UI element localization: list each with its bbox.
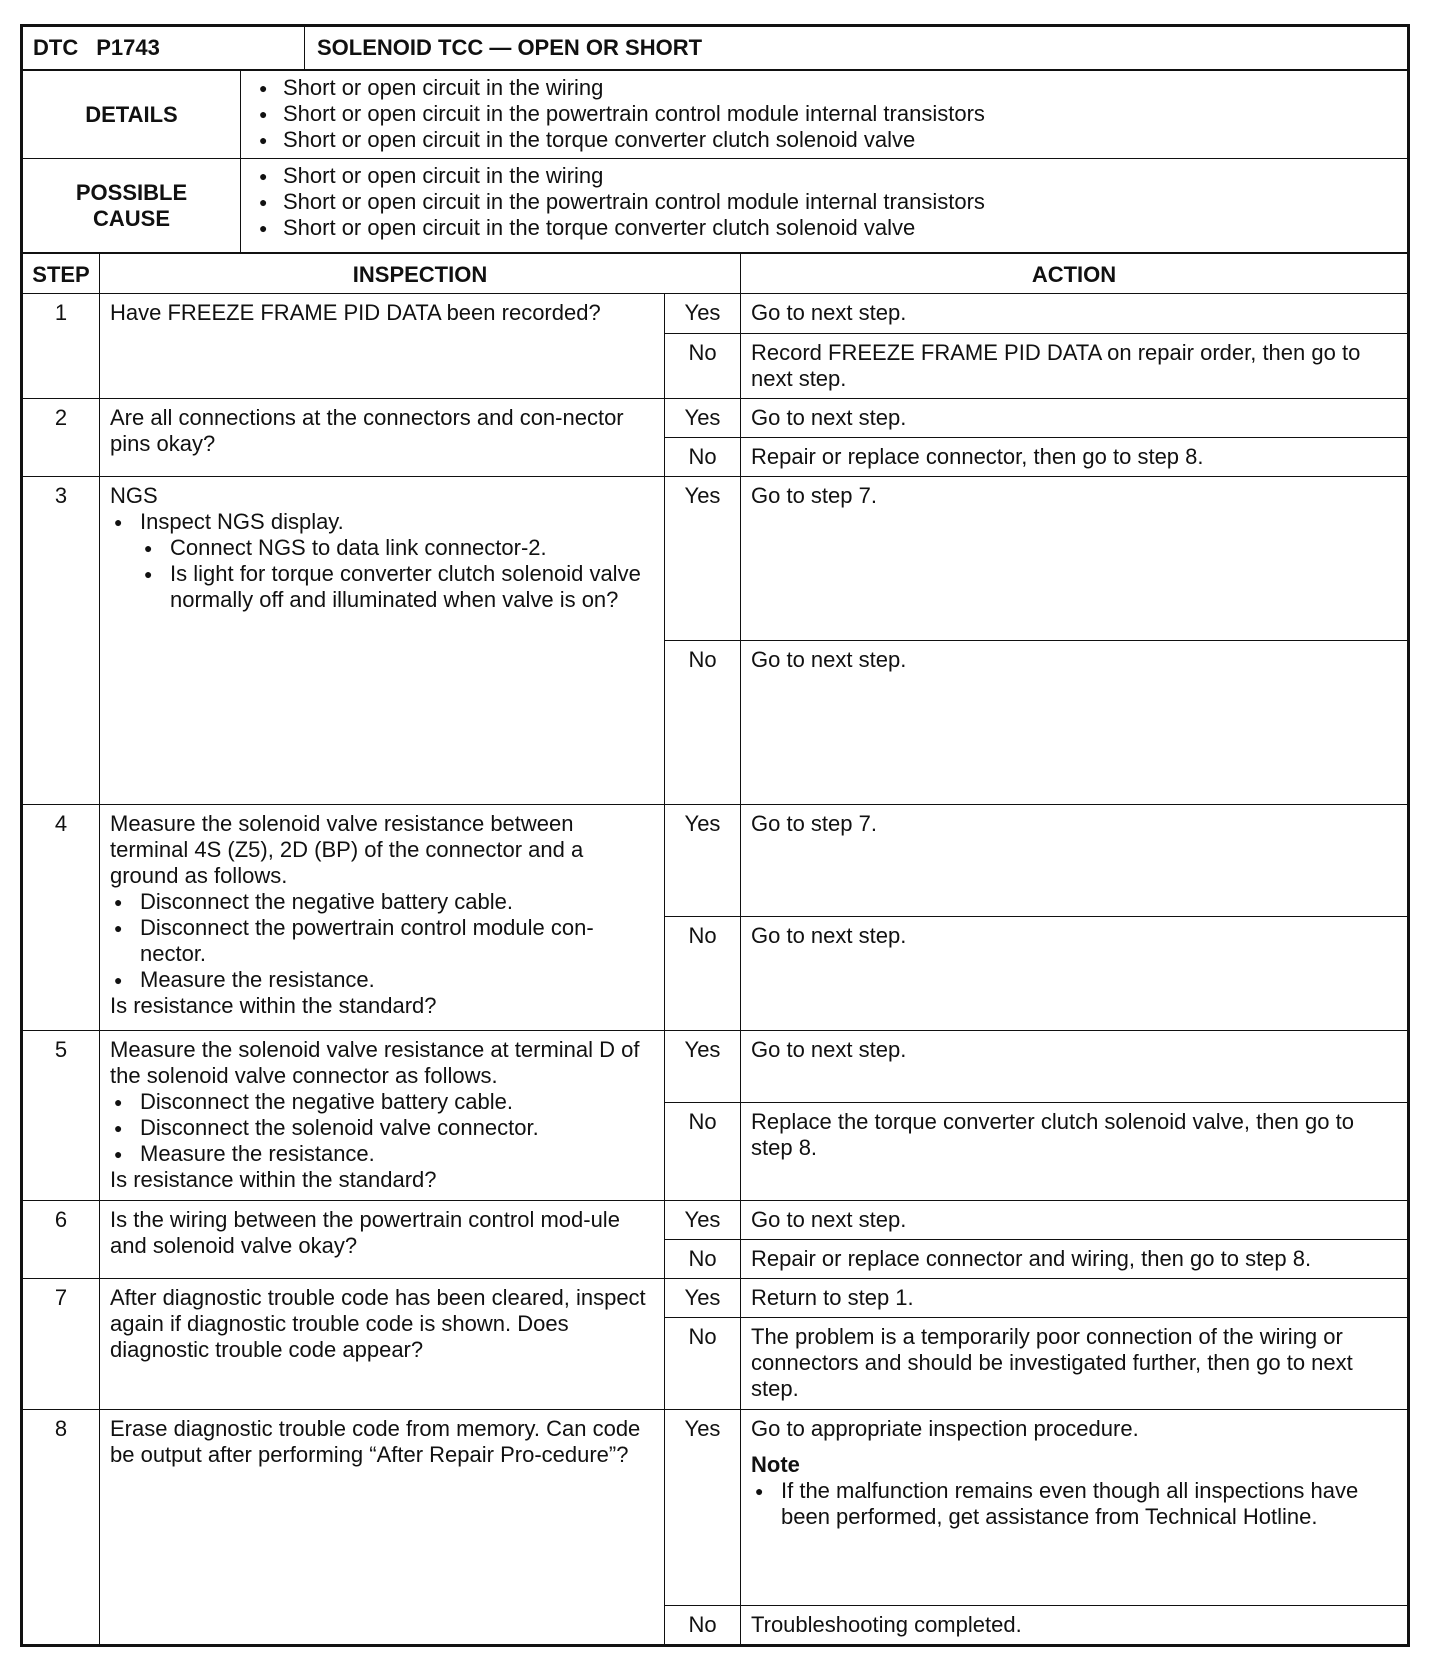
step-inspection [100, 1201, 665, 1279]
yes-action: Go to appropriate inspection procedure. [751, 1416, 1139, 1441]
inspection-text: Are all connections at the connectors and con-nector pins okay? [110, 405, 624, 456]
step-number: 1 [23, 294, 100, 399]
possible-cause-label-line2: CAUSE [92, 205, 170, 231]
inspection-bullet: ● Measure the resistance. [110, 1141, 654, 1167]
step-inspection [100, 294, 665, 399]
yes-label: Yes [665, 1201, 741, 1240]
step-inspection [100, 1279, 665, 1410]
possible-cause-label [23, 159, 241, 253]
yes-action: Go to step 7. [741, 805, 1408, 917]
table-row [23, 1201, 1408, 1240]
step-inspection [100, 1031, 665, 1201]
possible-cause-list-cell [241, 159, 1408, 253]
no-action: Go to next step. [741, 641, 1408, 805]
inspection-text: Erase diagnostic trouble code from memory. Can code be output after performing “After Repair Pro-cedure”? [110, 1416, 641, 1467]
inspection-bullet: ● Disconnect the negative battery cable. [110, 889, 654, 915]
no-action: Record FREEZE FRAME PID DATA on repair order, then go to next step. [741, 334, 1408, 399]
inspection-bullet: ● Disconnect the negative battery cable. [110, 1089, 654, 1115]
inspection-bullet: ● Inspect NGS display. [110, 509, 654, 535]
note-bullet: ● If the malfunction remains even though all inspections have been performed, get assistance from Technical Hotline. [751, 1478, 1397, 1530]
possible-cause-list [255, 163, 1397, 241]
dtc-sheet [20, 24, 1410, 1647]
no-label: No [665, 917, 741, 1031]
table-row [23, 399, 1408, 438]
page-title: SOLENOID TCC — OPEN OR SHORT [305, 27, 1408, 70]
inspection-bullet: ● Disconnect the powertrain control module con-nector. [110, 915, 654, 967]
inspection-sub-bullet: ● Is light for torque converter clutch solenoid valve normally off and illuminated when valve is on? [110, 561, 654, 613]
dtc-code: P1743 [96, 35, 160, 60]
step-number: 2 [23, 399, 100, 477]
possible-cause-item: ● Short or open circuit in the powertrain control module internal transistors [255, 189, 1397, 215]
no-label: No [665, 1240, 741, 1279]
step-inspection [100, 805, 665, 1031]
table-row [23, 294, 1408, 334]
yes-action: Go to next step. [741, 1201, 1408, 1240]
steps-table [22, 253, 1408, 1645]
table-row [23, 1410, 1408, 1606]
step-number: 7 [23, 1279, 100, 1410]
details-label: DETAILS [23, 71, 241, 159]
details-item: ● Short or open circuit in the powertrain control module internal transistors [255, 101, 1397, 127]
yes-action: Go to step 7. [741, 477, 1408, 641]
table-row [23, 477, 1408, 641]
step-number: 6 [23, 1201, 100, 1279]
note-title: Note [751, 1452, 800, 1477]
dtc-header [22, 26, 1408, 70]
table-row [23, 1031, 1408, 1103]
yes-label: Yes [665, 1410, 741, 1606]
yes-action: Go to next step. [741, 399, 1408, 438]
yes-action-cell [741, 1410, 1408, 1606]
yes-label: Yes [665, 1279, 741, 1318]
step-number: 4 [23, 805, 100, 1031]
inspection-bullet: ● Disconnect the solenoid valve connector. [110, 1115, 654, 1141]
yes-action: Go to next step. [741, 294, 1408, 334]
no-action: The problem is a temporarily poor connection of the wiring or connectors and should be investigated further, then go to next step. [741, 1318, 1408, 1410]
yes-label: Yes [665, 399, 741, 438]
details-item: ● Short or open circuit in the wiring [255, 75, 1397, 101]
no-action: Repair or replace connector and wiring, then go to step 8. [741, 1240, 1408, 1279]
dtc-code-cell [23, 27, 305, 70]
step-inspection [100, 477, 665, 805]
yes-label: Yes [665, 477, 741, 641]
yes-action: Return to step 1. [741, 1279, 1408, 1318]
no-action: Go to next step. [741, 917, 1408, 1031]
details-list [255, 75, 1397, 153]
inspection-question: Is resistance within the standard? [110, 1167, 437, 1192]
dtc-label: DTC [33, 35, 79, 60]
yes-action: Go to next step. [741, 1031, 1408, 1103]
no-action: Replace the torque converter clutch solenoid valve, then go to step 8. [741, 1103, 1408, 1201]
step-inspection [100, 1410, 665, 1645]
no-action: Repair or replace connector, then go to step 8. [741, 438, 1408, 477]
table-row [23, 1279, 1408, 1318]
details-table [22, 70, 1408, 253]
inspection-text: Is the wiring between the powertrain control mod-ule and solenoid valve okay? [110, 1207, 620, 1258]
yes-label: Yes [665, 294, 741, 334]
no-label: No [665, 1318, 741, 1410]
col-header-inspection: INSPECTION [100, 254, 741, 294]
possible-cause-item: ● Short or open circuit in the wiring [255, 163, 1397, 189]
no-label: No [665, 1103, 741, 1201]
step-number: 3 [23, 477, 100, 805]
no-label: No [665, 438, 741, 477]
no-label: No [665, 641, 741, 805]
inspection-question: Is resistance within the standard? [110, 993, 437, 1018]
table-row [23, 805, 1408, 917]
inspection-text: Measure the solenoid valve resistance between terminal 4S (Z5), 2D (BP) of the connector and a ground as follows. [110, 811, 584, 888]
no-action: Troubleshooting completed. [741, 1606, 1408, 1645]
details-list-cell [241, 71, 1408, 159]
col-header-action: ACTION [741, 254, 1408, 294]
possible-cause-item: ● Short or open circuit in the torque converter clutch solenoid valve [255, 215, 1397, 241]
inspection-text: After diagnostic trouble code has been cleared, inspect again if diagnostic trouble code is shown. Does diagnostic trouble code appear? [110, 1285, 646, 1362]
inspection-sub-bullet: ● Connect NGS to data link connector-2. [110, 535, 654, 561]
col-header-step: STEP [23, 254, 100, 294]
step-number: 5 [23, 1031, 100, 1201]
details-item: ● Short or open circuit in the torque converter clutch solenoid valve [255, 127, 1397, 153]
inspection-text: Measure the solenoid valve resistance at terminal D of the solenoid valve connector as follows. [110, 1037, 640, 1088]
inspection-text: NGS [110, 483, 158, 508]
no-label: No [665, 1606, 741, 1645]
inspection-text: Have FREEZE FRAME PID DATA been recorded? [110, 300, 601, 325]
no-label: No [665, 334, 741, 399]
possible-cause-label-line1: POSSIBLE [75, 179, 188, 205]
inspection-bullet: ● Measure the resistance. [110, 967, 654, 993]
yes-label: Yes [665, 1031, 741, 1103]
step-inspection [100, 399, 665, 477]
step-number: 8 [23, 1410, 100, 1645]
yes-label: Yes [665, 805, 741, 917]
